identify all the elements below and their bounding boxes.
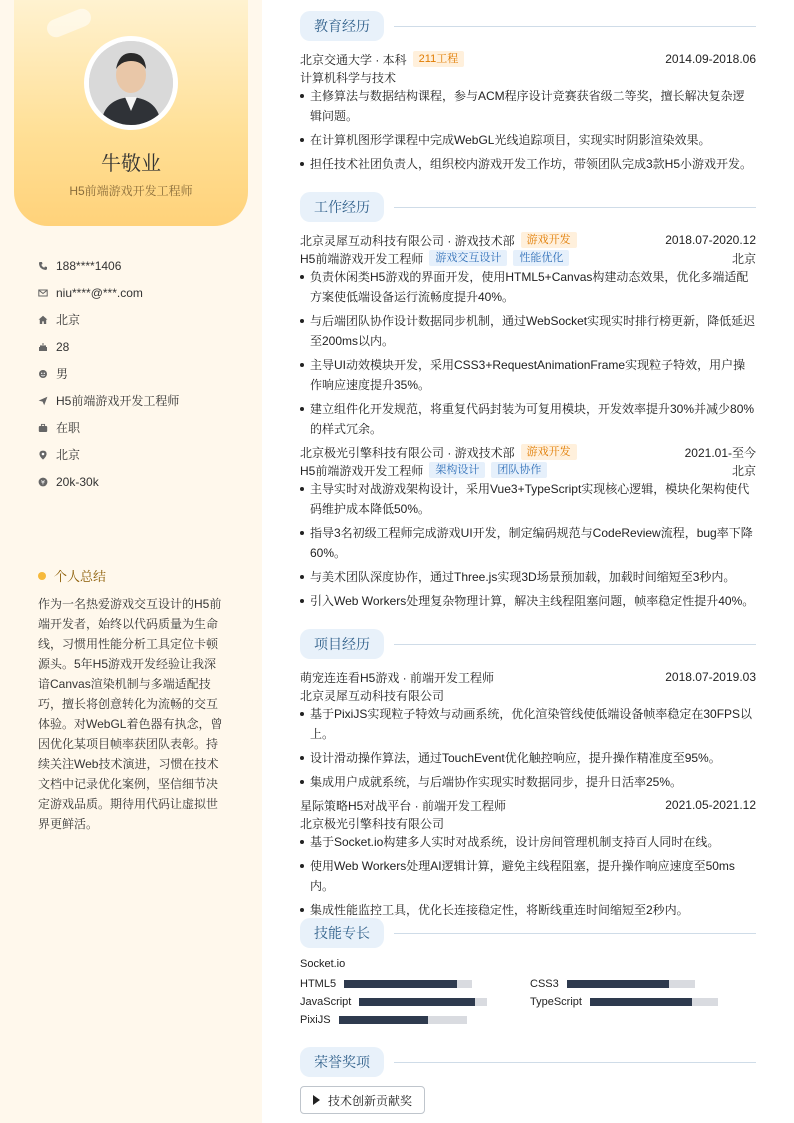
- summary-title: 个人总结: [54, 569, 107, 584]
- contact-salary: [38, 468, 179, 495]
- list-item: 使用Web Workers处理AI逻辑计算，避免主线程阻塞，提升操作响应速度至50ms内。: [300, 856, 756, 896]
- svg-text:¥: ¥: [40, 477, 46, 486]
- school-tag: 211工程: [413, 51, 465, 67]
- skill-bar: [590, 998, 718, 1006]
- work-title-row: [300, 461, 756, 479]
- project-company: 北京极光引擎科技有限公司: [300, 816, 445, 831]
- work-city: 北京: [731, 251, 756, 266]
- skill-bar: [567, 980, 695, 988]
- skill-bar-fill: [344, 980, 457, 988]
- project-company: 北京灵犀互动科技有限公司: [300, 688, 445, 703]
- work-city: 北京: [731, 463, 756, 478]
- summary-text: 作为一名热爱游戏交互设计的H5前端开发者，始终以代码质量为生命线，习惯用性能分析工具定位卡顿源头。5年H5游戏开发经验让我深谙Canvas渲染机制与多端适配技巧，擅长将创意转化为流畅的交互体验。对WebGL着色器有执念，曾因优化某项目帧率获团队表彰。持续关注Web技术演进，习惯在技术文档中记录优化案例，坚信细节决定游戏品质。期待用代码让虚拟世界更鲜活。: [38, 597, 223, 831]
- contact-value: H5前端游戏开发工程师: [56, 394, 180, 408]
- divider: [394, 933, 756, 934]
- section-awards: [300, 1047, 756, 1077]
- avatar-photo: [89, 41, 173, 125]
- skill-bar-fill: [567, 980, 669, 988]
- contact-location: [38, 441, 179, 468]
- skill-bar-fill: [590, 998, 692, 1006]
- department-tag: 游戏开发: [521, 232, 577, 248]
- person-photo-icon: [89, 41, 173, 125]
- company-name: 北京极光引擎科技有限公司 · 游戏技术部: [300, 445, 515, 460]
- skill-bar: [344, 980, 472, 988]
- company-name: 北京灵犀互动科技有限公司 · 游戏技术部: [300, 233, 515, 248]
- project-company-row: [300, 686, 756, 704]
- project-date: 2018.07-2019.03: [665, 670, 756, 684]
- skill-tag: 架构设计: [429, 462, 485, 478]
- section-title: 工作经历: [300, 192, 384, 222]
- divider: [394, 644, 756, 645]
- work-bullets: [300, 267, 756, 443]
- candidate-name: 牛敬业: [101, 153, 161, 175]
- section-projects: [300, 629, 756, 659]
- section-skills: [300, 918, 756, 948]
- project-company-row: [300, 814, 756, 832]
- skill-typescript: [530, 994, 718, 1010]
- list-item: 集成性能监控工具，优化长连接稳定性，将断线重连时间缩短至2秒内。: [300, 900, 756, 920]
- list-item: 集成用户成就系统，与后端协作实现实时数据同步，提升日活率25%。: [300, 772, 756, 792]
- location-pin-icon: [38, 450, 48, 460]
- work-bullets: [300, 479, 756, 615]
- skill-bar-fill: [339, 1016, 429, 1024]
- department-tag: 游戏开发: [521, 444, 577, 460]
- skill-tag: 游戏交互设计: [429, 250, 507, 266]
- candidate-role: H5前端游戏开发工程师: [69, 184, 193, 198]
- list-item: 指导3名初级工程师完成游戏UI开发，制定编码规范与CodeReview流程，bug率下降60%。: [300, 523, 756, 563]
- list-item: 在计算机图形学课程中完成WebGL光线追踪项目，实现实时阴影渲染效果。: [300, 130, 756, 150]
- contact-value: 男: [56, 367, 69, 381]
- list-item: 引入Web Workers处理复杂物理计算，解决主线程阻塞问题，帧率稳定性提升40%。: [300, 591, 756, 611]
- contact-value: niu****@***.com: [56, 285, 143, 300]
- contact-value: 北京: [56, 313, 81, 327]
- section-title: 技能专长: [300, 918, 384, 948]
- skill-socketio: Socket.io: [300, 958, 346, 970]
- work-header: [300, 443, 756, 461]
- award-label: 技术创新贡献奖: [328, 1093, 413, 1108]
- avatar: [84, 36, 178, 130]
- home-icon: [38, 315, 48, 325]
- section-work: [300, 192, 756, 222]
- section-title: 荣誉奖项: [300, 1047, 384, 1077]
- work-header: [300, 231, 756, 249]
- skill-pixijs: [300, 1012, 467, 1028]
- divider: [394, 1062, 756, 1063]
- project-name: 星际策略H5对战平台 · 前端开发工程师: [300, 798, 507, 813]
- divider: [394, 207, 756, 208]
- phone-icon: [38, 261, 48, 271]
- section-title: 教育经历: [300, 11, 384, 41]
- contact-status: [38, 414, 179, 441]
- contact-age: [38, 333, 179, 360]
- job-title: H5前端游戏开发工程师: [300, 251, 424, 266]
- project-header: [300, 668, 756, 686]
- contact-target-role: [38, 387, 179, 414]
- job-title: H5前端游戏开发工程师: [300, 463, 424, 478]
- list-item: 设计滑动操作算法，通过TouchEvent优化触控响应，提升操作精准度至95%。: [300, 748, 756, 768]
- mail-icon: [38, 288, 48, 298]
- skill-html5: [300, 976, 472, 992]
- bullet-dot-icon: [38, 572, 46, 580]
- section-title: 项目经历: [300, 629, 384, 659]
- list-item: 与美术团队深度协作，通过Three.js实现3D场景预加载，加载时间缩短至3秒内。: [300, 567, 756, 587]
- skill-name: HTML5: [300, 978, 337, 990]
- education-date: 2014.09-2018.06: [665, 52, 756, 66]
- skill-tag: 性能优化: [513, 250, 569, 266]
- contact-value: 北京: [56, 448, 81, 462]
- send-icon: [38, 396, 48, 406]
- skill-javascript: [300, 994, 487, 1010]
- contact-phone: [38, 252, 179, 279]
- list-item: 建立组件化开发规范，将重复代码封装为可复用模块，开发效率提升30%并减少80%的样式冗余。: [300, 399, 756, 439]
- contact-value: 20k-30k: [56, 474, 99, 489]
- award-button[interactable]: [300, 1086, 425, 1114]
- skill-bar: [359, 998, 487, 1006]
- briefcase-icon: [38, 423, 48, 433]
- project-name: 萌宠连连看H5游戏 · 前端开发工程师: [300, 670, 495, 685]
- school-name: 北京交通大学 · 本科: [300, 52, 407, 67]
- play-triangle-icon: [313, 1095, 320, 1105]
- project-header: [300, 796, 756, 814]
- contact-value: 在职: [56, 421, 81, 435]
- work-title-row: [300, 249, 756, 267]
- project-date: 2021.05-2021.12: [665, 798, 756, 812]
- skill-bar-fill: [359, 998, 474, 1006]
- list-item: 与后端团队协作设计数据同步机制，通过WebSocket实现实时排行榜更新，降低延迟至200ms以内。: [300, 311, 756, 351]
- education-bullets: [300, 86, 756, 178]
- skill-bar: [339, 1016, 467, 1024]
- education-header: [300, 50, 756, 68]
- contact-email: [38, 279, 179, 306]
- list-item: 基于PixiJS实现粒子特效与动画系统，优化渲染管线使低端设备帧率稳定在30FPS以上。: [300, 704, 756, 744]
- skill-name: PixiJS: [300, 1014, 331, 1026]
- decorative-pill: [44, 6, 93, 40]
- skill-name: TypeScript: [530, 996, 582, 1008]
- education-major-row: [300, 68, 756, 86]
- list-item: 担任技术社团负责人，组织校内游戏开发工作坊，带领团队完成3款H5小游戏开发。: [300, 154, 756, 174]
- skill-css3: [530, 976, 695, 992]
- skill-tag: 团队协作: [491, 462, 547, 478]
- summary-heading: [38, 566, 106, 585]
- contact-value: 188****1406: [56, 258, 122, 273]
- list-item: 主修算法与数据结构课程，参与ACM程序设计竞赛获省级二等奖，擅长解决复杂逻辑问题。: [300, 86, 756, 126]
- list-item: 负责休闲类H5游戏的界面开发，使用HTML5+Canvas构建动态效果，优化多端适配方案使低端设备运行流畅度提升40%。: [300, 267, 756, 307]
- list-item: 主导实时对战游戏架构设计，采用Vue3+TypeScript实现核心逻辑，模块化架构使代码维护成本降低50%。: [300, 479, 756, 519]
- project-bullets: [300, 832, 756, 924]
- project-bullets: [300, 704, 756, 796]
- gender-icon: [38, 369, 48, 379]
- contact-value: 28: [56, 339, 70, 354]
- salary-icon: [38, 477, 48, 487]
- work-date: 2021.01-至今: [684, 445, 756, 460]
- cake-icon: [38, 342, 48, 352]
- contact-list: [38, 252, 179, 495]
- skill-name: CSS3: [530, 978, 559, 990]
- skill-name: JavaScript: [300, 996, 352, 1008]
- contact-gender: [38, 360, 179, 387]
- education-major: 计算机科学与技术: [300, 70, 397, 85]
- section-education: [300, 11, 756, 41]
- list-item: 基于Socket.io构建多人实时对战系统，设计房间管理机制支持百人同时在线。: [300, 832, 756, 852]
- list-item: 主导UI动效模块开发，采用CSS3+RequestAnimationFrame实现粒子特效，用户操作响应速度提升35%。: [300, 355, 756, 395]
- contact-home: [38, 306, 179, 333]
- sidebar: [0, 0, 262, 1123]
- divider: [394, 26, 756, 27]
- work-date: 2018.07-2020.12: [665, 233, 756, 247]
